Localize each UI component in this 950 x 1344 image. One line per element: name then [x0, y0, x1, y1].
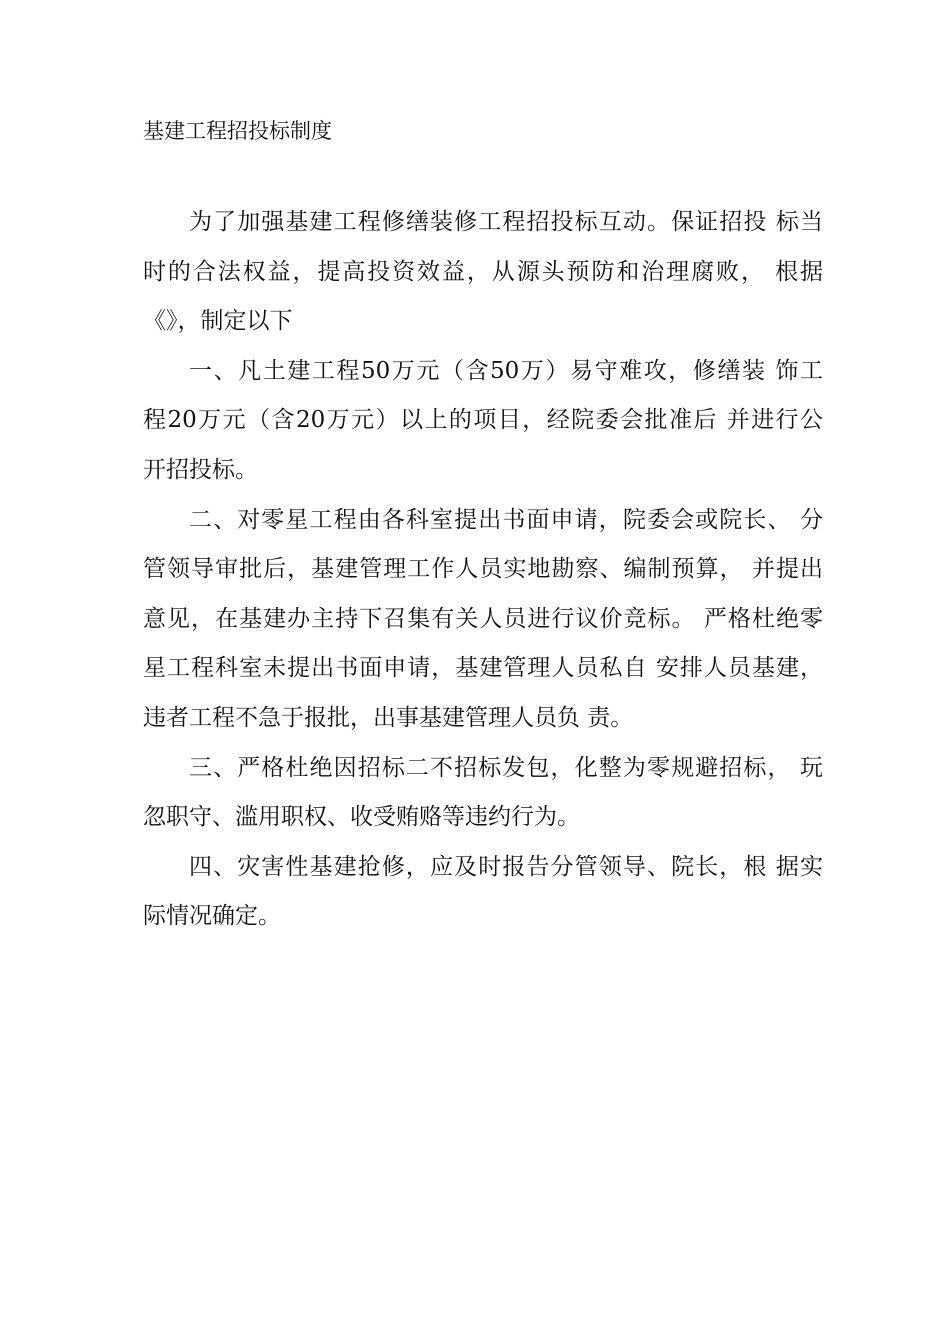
paragraph-line: 三、严格杜绝因招标二不招标发包，化整为零规避招标， 玩 — [189, 754, 823, 781]
paragraph-line: 一、凡土建工程50万元（含50万）易守难攻，修缮装 饰工 — [189, 357, 823, 384]
paragraph-line: 管领导审批后，基建管理工作人员实地勘察、编制预算， 并提出 — [143, 556, 823, 583]
paragraph-intro — [143, 204, 823, 353]
paragraph-line: 时的合法权益，提高投资效益，从源头预防和治理腐败， 根据 — [143, 258, 823, 285]
paragraph-line: 为了加强基建工程修缮装修工程招投标互动。保证招投 标当 — [189, 209, 823, 235]
document-body — [143, 204, 823, 948]
paragraph-line: 违者工程不急于报批，出事基建管理人员负 责。 — [143, 704, 634, 731]
paragraph-line: 开招投标。 — [143, 456, 258, 483]
paragraph-line: 二、对零星工程由各科室提出书面申请，院委会或院长、 分 — [189, 506, 823, 533]
paragraph-item-2 — [143, 502, 823, 750]
paragraph-item-3 — [143, 750, 823, 849]
paragraph-line: 《》，制定以下 — [143, 308, 293, 335]
paragraph-line: 程20万元（含20万元）以上的项目，经院委会批准后 并进行公 — [143, 407, 823, 434]
paragraph-item-4 — [143, 849, 823, 948]
paragraph-line: 际情况确定。 — [143, 903, 281, 930]
document-title: 基建工程招投标制度 — [143, 119, 332, 143]
paragraph-line: 忽职守、滥用职权、收受贿赂等违约行为。 — [143, 804, 580, 831]
paragraph-line: 意见，在基建办主持下召集有关人员进行议价竞标。 严格杜绝零 — [143, 605, 823, 632]
paragraph-line: 四、灾害性基建抢修，应及时报告分管领导、院长，根 据实 — [189, 853, 823, 880]
paragraph-item-1 — [143, 353, 823, 502]
paragraph-line: 星工程科室未提出书面申请，基建管理人员私自 安排人员基建， — [143, 655, 823, 682]
